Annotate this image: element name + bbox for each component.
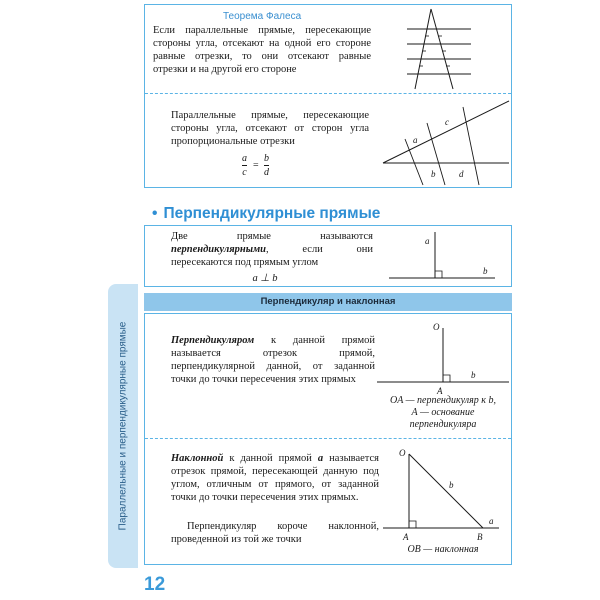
oblique-text-1: к данной прямой — [223, 453, 318, 464]
prop-label-c: c — [445, 117, 449, 127]
perpendicular-diagram — [373, 316, 513, 396]
oblique-text-2: называется отрезок прямой, пересекающей данную под углом, отличным от прямого, от заданной точки до точки пересечения этих прямых. — [171, 453, 379, 503]
perpendicular-caption — [373, 395, 513, 431]
band-heading: Перпендикуляр и наклонная — [144, 293, 512, 311]
formula-d: d — [264, 167, 269, 178]
prop-label-d: d — [459, 169, 464, 179]
oblique-label-B: B — [477, 532, 483, 542]
formula-c: c — [242, 167, 247, 178]
formula-equals: = — [253, 160, 259, 171]
perp-label-b: b — [483, 266, 488, 276]
perpendicular-definition — [171, 334, 375, 386]
formula-b: b — [264, 153, 269, 164]
perpendicular-term: Перпендикуляром — [171, 335, 255, 346]
proportional-text: Параллельные прямые, пересекающие стороны угла, отсекают от сторон угла пропорциональные отрезки — [171, 110, 369, 147]
perpendicular-caption-3: перпендикуляра — [409, 419, 477, 430]
perpendicular-caption-1: OA — перпендикуляр к b, — [390, 395, 496, 406]
thales-divider — [145, 93, 511, 94]
page-number: 12 — [144, 574, 166, 595]
oblique-definition — [171, 452, 379, 504]
prop-label-b: b — [431, 169, 436, 179]
perpendicular-text: к данной прямой называется отрезок прямой, перпендикулярной данной, от заданной точки до точки пересечения этих прямых — [171, 335, 375, 385]
formula-a: a — [242, 153, 247, 164]
perp-label-a: a — [425, 236, 430, 246]
thales-box — [144, 4, 512, 188]
perp-lines-term: перпендикулярными — [171, 244, 267, 255]
oblique-note: Перпендикуляр короче наклонной, проведенной из той же точки — [171, 521, 379, 545]
section-bullet: • — [152, 205, 158, 222]
thales-text: Если параллельные прямые, пересекающие стороны угла, отсекают на одной его стороне равные отрезки, то они отсекают равные отрезки и на другой его стороне — [153, 25, 371, 75]
perp-lines-text-2: , если они пересекаются под прямым углом — [171, 244, 373, 268]
thales-title: Теорема Фалеса — [223, 11, 302, 22]
prop-label-a: a — [413, 135, 418, 145]
formula-left-fraction — [242, 153, 247, 178]
oblique-label-O: O — [399, 448, 406, 458]
perp-notation: a ⊥ b — [252, 273, 278, 284]
oblique-term: Наклонной — [171, 453, 224, 464]
perp-lines-diagram — [389, 230, 499, 286]
oblique-caption: OB — наклонная — [407, 544, 479, 555]
formula-right-fraction — [264, 153, 269, 178]
perp-label-A: A — [437, 386, 443, 396]
perp-lines-text — [171, 230, 373, 269]
perp-label-O: O — [433, 322, 440, 332]
section-title: Перпендикулярные прямые — [163, 205, 381, 222]
chapter-side-label: Параллельные и перпендикулярные прямые — [117, 321, 129, 531]
oblique-label-a: a — [489, 516, 494, 526]
perpendicular-caption-2: A — основание — [411, 407, 475, 418]
perpendicular-oblique-box — [144, 313, 512, 565]
perp-label-b-line: b — [471, 370, 476, 380]
perp-lines-text-1: Две прямые называются — [171, 231, 373, 242]
perpendicular-divider — [145, 438, 511, 439]
proportional-diagram — [383, 97, 513, 189]
chapter-side-tab — [108, 284, 138, 568]
oblique-var-a: a — [317, 453, 324, 464]
oblique-diagram — [381, 444, 511, 544]
perpendicular-lines-box — [144, 225, 512, 287]
section-heading — [152, 205, 380, 223]
oblique-label-A: A — [403, 532, 409, 542]
thales-diagram — [403, 7, 483, 89]
oblique-label-b: b — [449, 480, 454, 490]
